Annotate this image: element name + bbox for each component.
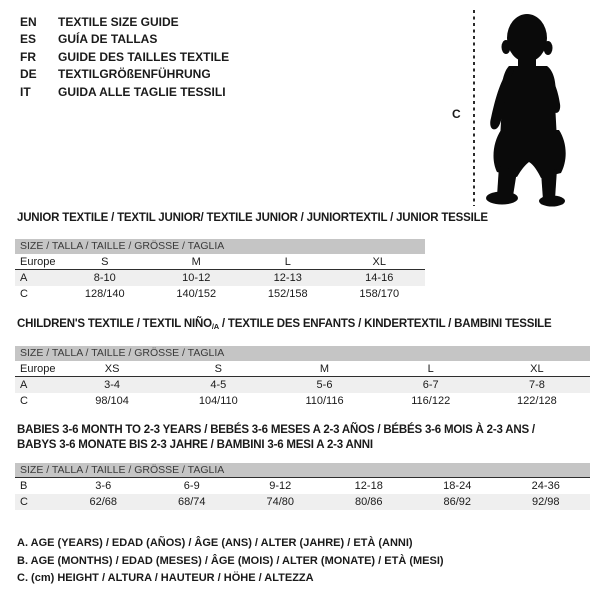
lang-title: TEXTILGRÖßENFÜHRUNG [58, 67, 211, 82]
size-cell: M [319, 363, 330, 375]
value-cell: 24-36 [531, 480, 560, 492]
size-cell: S [101, 256, 109, 268]
lang-row-de [20, 66, 229, 84]
value-cell: 80/86 [354, 496, 383, 508]
lang-row-en [20, 13, 229, 31]
value-cell: 98/104 [95, 395, 129, 407]
value-cell: 68/74 [177, 496, 206, 508]
value-cell: 10-12 [182, 272, 211, 284]
lang-code: ES [20, 32, 37, 47]
lang-code: FR [20, 49, 36, 64]
value-cell: 92/98 [531, 496, 560, 508]
value-cell: 104/110 [198, 395, 238, 407]
lang-row-it [20, 83, 229, 101]
size-table-header: SIZE / TALLA / TAILLE / GRÖSSE / TAGLIA [15, 463, 590, 478]
table-row-height [15, 286, 425, 302]
junior-size-table [15, 239, 425, 302]
table-row-region [15, 254, 425, 270]
row-label: A [20, 272, 28, 284]
value-cell: 86/92 [443, 496, 472, 508]
children-section-title [17, 318, 551, 331]
footnote-b: B. AGE (MONTHS) / EDAD (MESES) / ÂGE (MOIS) / ALTER (MONATE) / ETÀ (MESI) [17, 554, 444, 567]
children-size-table [15, 346, 590, 409]
value-cell: 3-4 [104, 379, 121, 391]
size-cell: XS [104, 363, 120, 375]
region-cell: Europe [20, 256, 56, 268]
value-cell: 9-12 [269, 480, 292, 492]
footnote-a: A. AGE (YEARS) / EDAD (AÑOS) / ÂGE (ANS) / ALTER (JAHRE) / ETÀ (ANNI) [17, 537, 413, 549]
table-row-height [15, 494, 590, 510]
footnotes [17, 535, 444, 588]
value-cell: 3-6 [95, 480, 112, 492]
baby-silhouette-icon [485, 8, 580, 208]
value-cell: 152/158 [267, 288, 308, 300]
size-cell: XL [372, 256, 386, 268]
size-cell: M [191, 256, 201, 268]
value-cell: 7-8 [528, 379, 545, 391]
lang-code: DE [20, 67, 37, 82]
value-cell: 128/140 [84, 288, 125, 300]
footnote-c: C. (cm) HEIGHT / ALTURA / HAUTEUR / HÖHE / ALTEZZA [17, 572, 314, 584]
size-cell: L [427, 363, 434, 375]
value-cell: 74/80 [266, 496, 295, 508]
height-measure-dashed-line [473, 10, 475, 206]
row-label: B [20, 480, 28, 492]
language-header [20, 13, 229, 101]
table-row-age [15, 377, 590, 393]
table-row-age [15, 270, 425, 286]
value-cell: 110/116 [305, 395, 344, 407]
lang-title: GUIDA ALLE TAGLIE TESSILI [58, 84, 226, 99]
value-cell: 4-5 [210, 379, 227, 391]
lang-title: GUÍA DE TALLAS [58, 32, 158, 47]
junior-section-title: JUNIOR TEXTILE / TEXTIL JUNIOR/ TEXTILE JUNIOR / JUNIORTEXTIL / JUNIOR TESSILE [17, 212, 488, 224]
babies-section-title-line2: BABYS 3-6 MONATE BIS 2-3 JAHRE / BAMBINI 3-6 MESI A 2-3 ANNI [17, 439, 373, 451]
value-cell: 5-6 [316, 379, 333, 391]
lang-code: EN [20, 14, 37, 29]
size-cell: L [284, 256, 291, 268]
size-cell: S [214, 363, 222, 375]
value-cell: 12-18 [354, 480, 383, 492]
lang-code: IT [20, 84, 31, 99]
row-label: C [20, 496, 28, 508]
row-label: C [20, 288, 28, 300]
babies-size-table [15, 463, 590, 510]
value-cell: 140/152 [176, 288, 217, 300]
babies-section-title-line1: BABIES 3-6 MONTH TO 2-3 YEARS / BEBÉS 3-6 MESES A 2-3 AÑOS / BÉBÉS 3-6 MOIS À 2-3 ANS / [17, 424, 535, 436]
size-table-header: SIZE / TALLA / TAILLE / GRÖSSE / TAGLIA [15, 346, 590, 361]
lang-row-fr [20, 48, 229, 66]
region-cell: Europe [20, 363, 56, 375]
lang-title: GUIDE DES TAILLES TEXTILE [58, 49, 230, 64]
value-cell: 8-10 [93, 272, 116, 284]
value-cell: 14-16 [365, 272, 394, 284]
size-cell: XL [530, 363, 544, 375]
lang-row-es [20, 31, 229, 49]
children-title-post: / TEXTILE DES ENFANTS / KINDERTEXTIL / BAMBINI TESSILE [218, 318, 552, 330]
value-cell: 12-13 [273, 272, 302, 284]
value-cell: 62/68 [89, 496, 118, 508]
value-cell: 6-7 [422, 379, 439, 391]
size-table-header: SIZE / TALLA / TAILLE / GRÖSSE / TAGLIA [15, 239, 425, 254]
children-title-pre: CHILDREN'S TEXTILE / TEXTIL NIÑO [17, 318, 212, 330]
children-title-subscript: /A [211, 322, 219, 331]
height-measure-label: C [452, 107, 461, 121]
value-cell: 6-9 [183, 480, 200, 492]
table-row-height [15, 393, 590, 409]
value-cell: 116/122 [411, 395, 451, 407]
lang-title: TEXTILE SIZE GUIDE [58, 14, 179, 29]
row-label: C [20, 395, 28, 407]
value-cell: 158/170 [359, 288, 400, 300]
table-row-age-months [15, 478, 590, 494]
table-row-region [15, 361, 590, 377]
row-label: A [20, 379, 28, 391]
value-cell: 18-24 [443, 480, 472, 492]
value-cell: 122/128 [517, 395, 557, 407]
